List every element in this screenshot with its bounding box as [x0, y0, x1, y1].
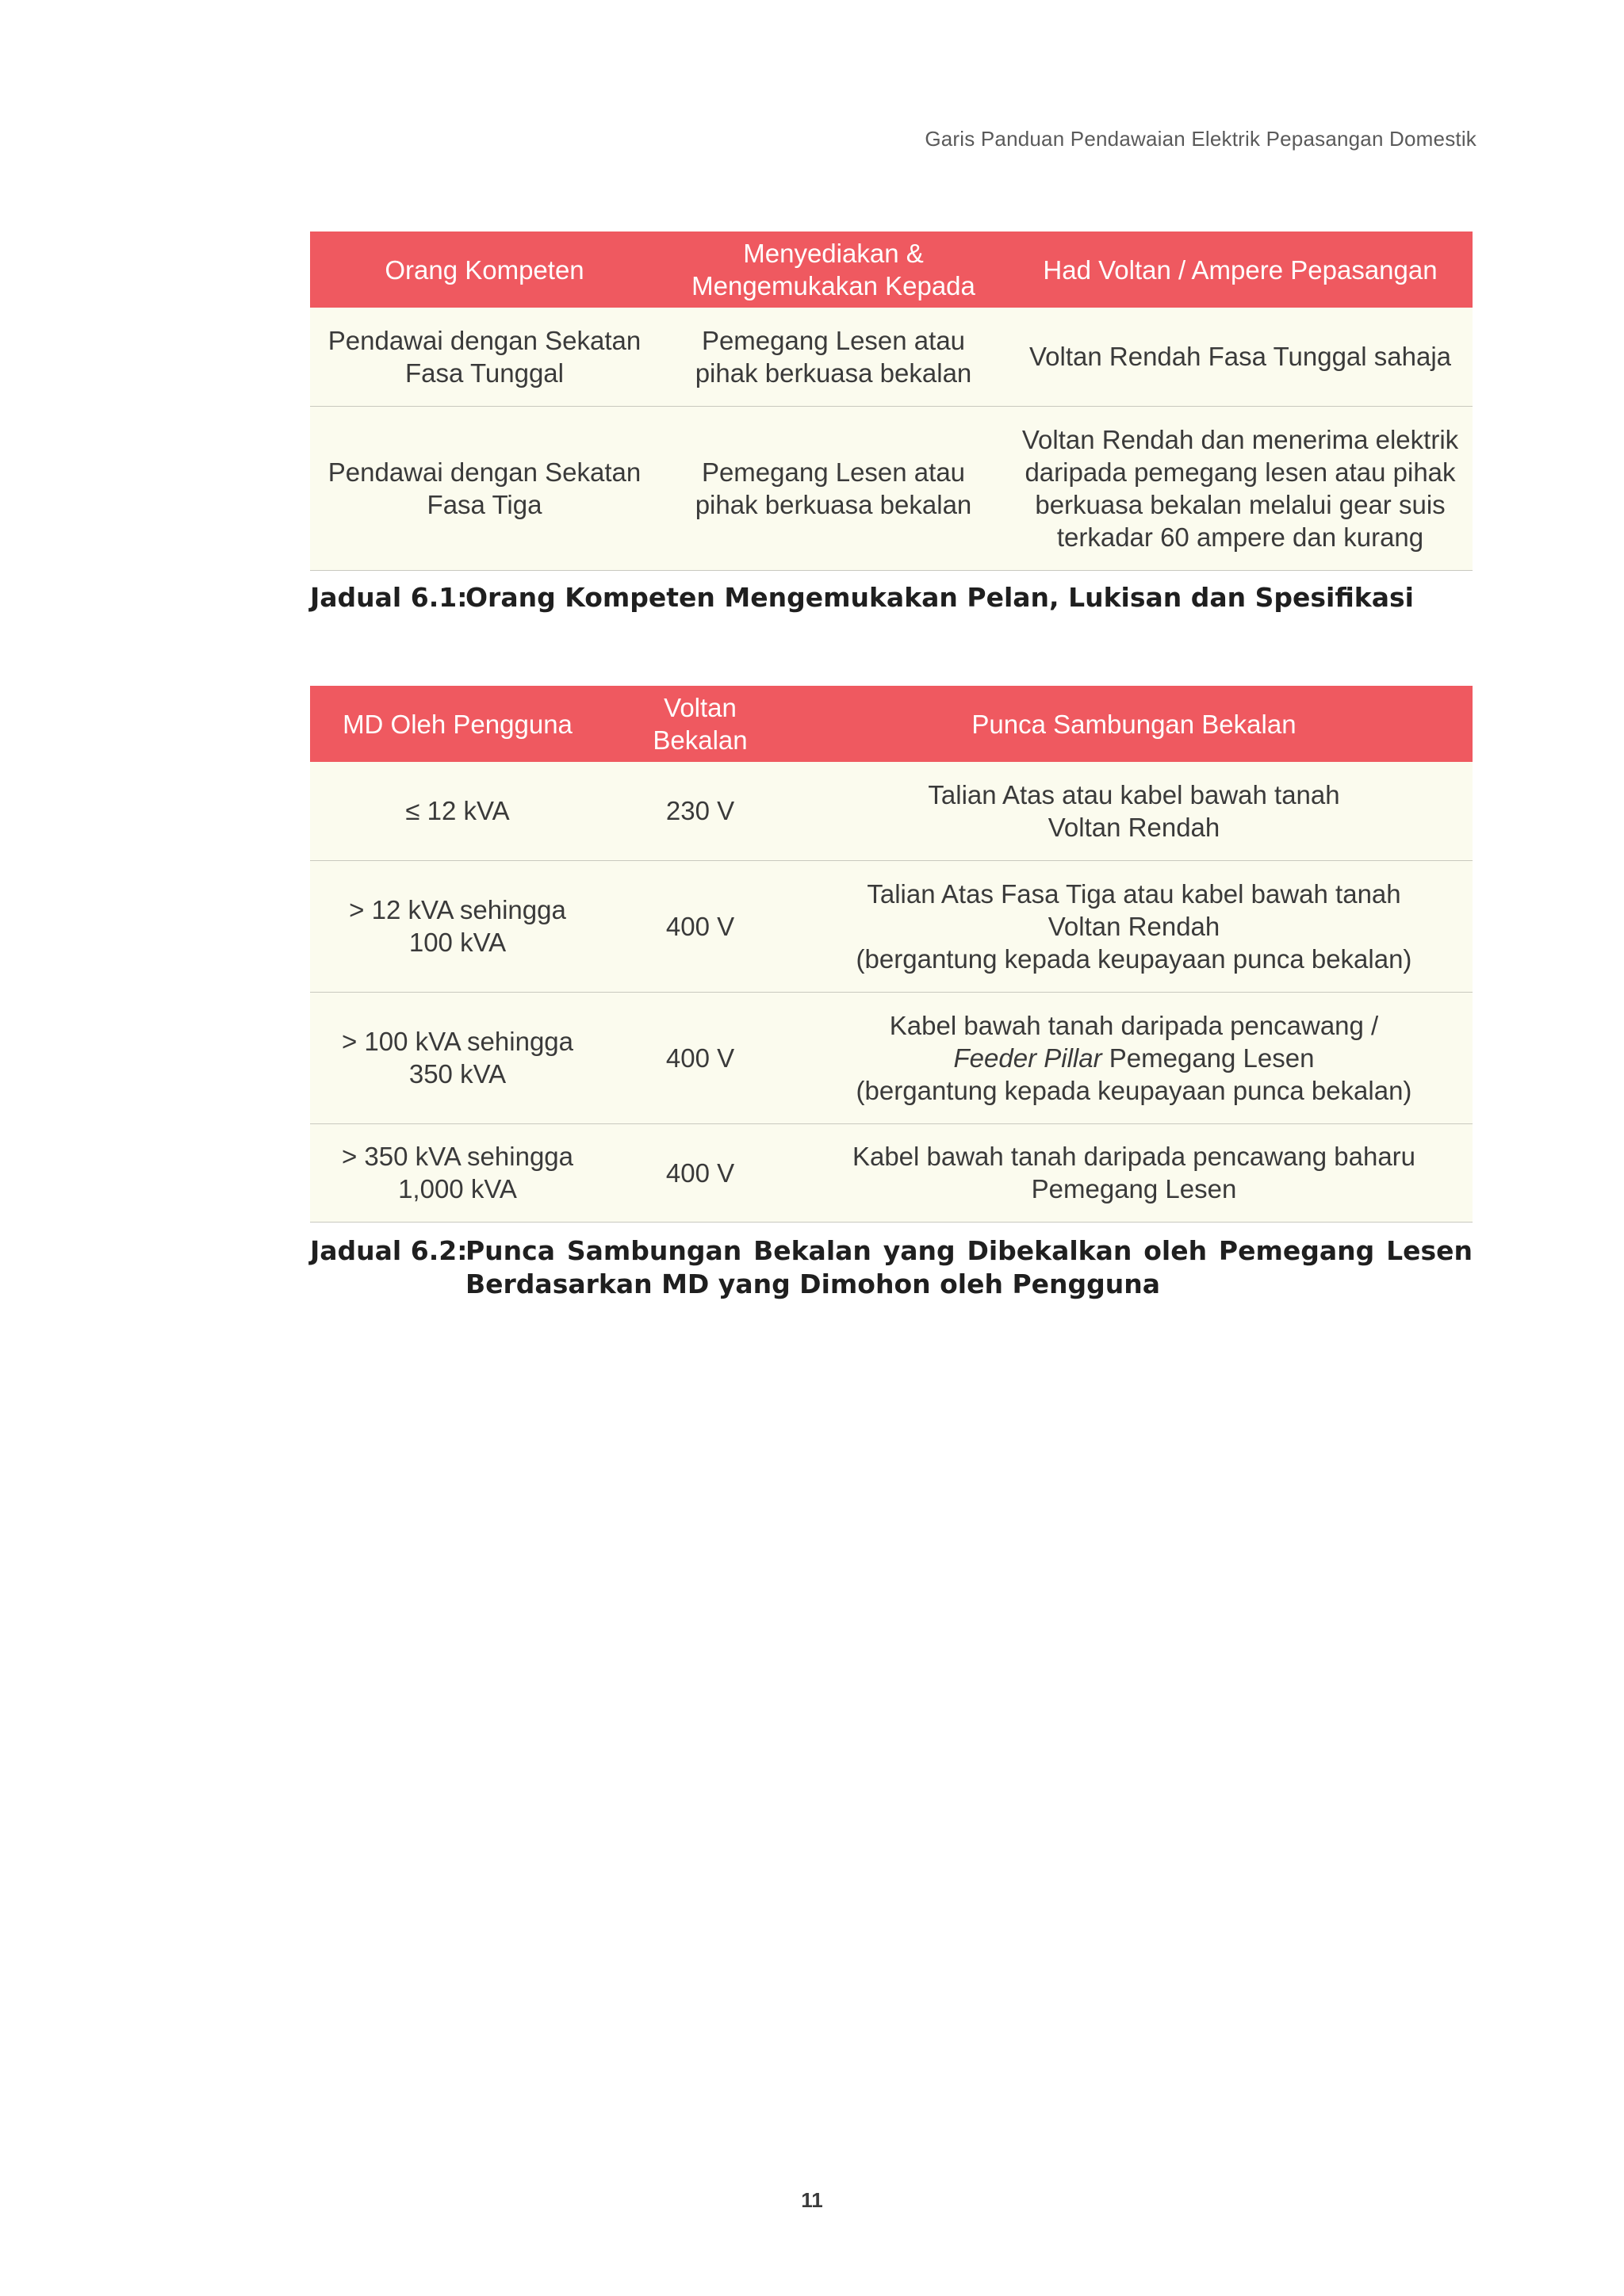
column-header: Menyediakan & Mengemukakan Kepada — [659, 232, 1008, 308]
table-cell: 230 V — [605, 762, 795, 860]
table-caption — [310, 1234, 1473, 1301]
table-cell: Kabel bawah tanah daripada pencawang baharu Pemegang Lesen — [795, 1123, 1473, 1222]
table-cell: Talian Atas Fasa Tiga atau kabel bawah tanah Voltan Rendah (bergantung kepada keupayaan punca bekalan) — [795, 860, 1473, 992]
table-cell: 400 V — [605, 860, 795, 992]
column-header: Orang Kompeten — [310, 232, 659, 308]
table-cell: Pendawai dengan Sekatan Fasa Tunggal — [310, 308, 659, 406]
caption-number: Jadual 6.1: — [310, 582, 468, 613]
table-cell: > 12 kVA sehingga 100 kVA — [310, 860, 605, 992]
table-row — [310, 860, 1473, 992]
table-cell: Kabel bawah tanah daripada pencawang / Feeder Pillar Pemegang Lesen (bergantung kepada keupayaan punca bekalan) — [795, 992, 1473, 1123]
caption-text: Punca Sambungan Bekalan yang Dibekalkan oleh Pemegang Lesen Berdasarkan MD yang Dimohon oleh Pengguna — [465, 1235, 1473, 1299]
table-header-row — [310, 686, 1473, 762]
table-caption — [310, 581, 1473, 614]
table-row — [310, 992, 1473, 1123]
table-row — [310, 762, 1473, 860]
caption-number: Jadual 6.2: — [310, 1235, 468, 1266]
italic-term: Feeder Pillar — [953, 1043, 1102, 1073]
table-punca-sambungan — [310, 686, 1473, 1223]
table-cell: 400 V — [605, 992, 795, 1123]
column-header: Punca Sambungan Bekalan — [795, 686, 1473, 762]
table-cell: > 100 kVA sehingga 350 kVA — [310, 992, 605, 1123]
running-header-title: Garis Panduan Pendawaian Elektrik Pepasangan Domestik — [925, 127, 1477, 151]
table-cell: Voltan Rendah Fasa Tunggal sahaja — [1008, 308, 1473, 406]
column-header: Voltan Bekalan — [605, 686, 795, 762]
table-cell: Pemegang Lesen atau pihak berkuasa bekalan — [659, 406, 1008, 570]
table-cell: Pemegang Lesen atau pihak berkuasa bekalan — [659, 308, 1008, 406]
table-cell: Pendawai dengan Sekatan Fasa Tiga — [310, 406, 659, 570]
caption-text: Orang Kompeten Mengemukakan Pelan, Lukisan dan Spesifikasi — [465, 582, 1414, 613]
table-cell: 400 V — [605, 1123, 795, 1222]
table-row — [310, 406, 1473, 570]
table-orang-kompeten — [310, 232, 1473, 571]
table-cell: > 350 kVA sehingga 1,000 kVA — [310, 1123, 605, 1222]
table-row — [310, 1123, 1473, 1222]
column-header: Had Voltan / Ampere Pepasangan — [1008, 232, 1473, 308]
table-cell: Talian Atas atau kabel bawah tanah Voltan Rendah — [795, 762, 1473, 860]
table-header-row — [310, 232, 1473, 308]
page-number: 11 — [801, 2188, 823, 2212]
table-cell: Voltan Rendah dan menerima elektrik daripada pemegang lesen atau pihak berkuasa bekalan melalui gear suis terkadar 60 ampere dan kurang — [1008, 406, 1473, 570]
table-cell: ≤ 12 kVA — [310, 762, 605, 860]
table-row — [310, 308, 1473, 406]
column-header: MD Oleh Pengguna — [310, 686, 605, 762]
